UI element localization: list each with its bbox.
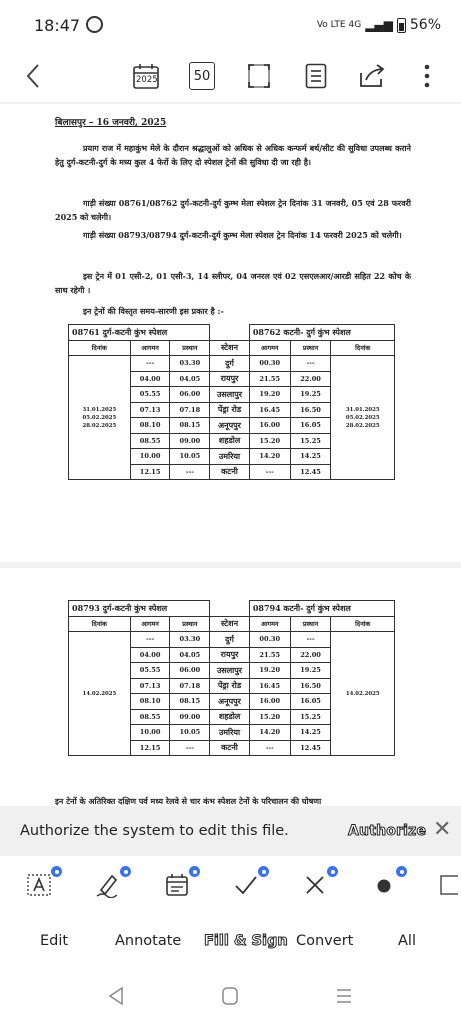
dates-cell xyxy=(331,632,395,756)
station-cell: उमरिया xyxy=(210,449,250,465)
fill-sign-toolbar xyxy=(0,856,461,914)
departure-cell: 07.18 xyxy=(170,678,210,694)
arrival-cell: 16.45 xyxy=(249,678,290,694)
date-value: 14.02.2025 xyxy=(345,690,380,697)
arrival-cell: 08.55 xyxy=(130,433,170,449)
arrival-cell: 00.30 xyxy=(249,356,290,372)
station-cell: अनूपपुर xyxy=(210,694,250,710)
departure-cell: 07.18 xyxy=(170,402,210,418)
departure-cell: 09.00 xyxy=(170,433,210,449)
nav-recents-icon[interactable] xyxy=(335,988,353,1008)
dates-cell xyxy=(69,356,131,480)
arrival-cell: 08.55 xyxy=(130,709,170,725)
station-cell: शहडोल xyxy=(210,433,250,449)
departure-cell: 03.30 xyxy=(170,356,210,372)
station-cell: उसलापुर xyxy=(210,663,250,679)
col-header: दिनांक xyxy=(331,340,395,356)
date-value: 14.02.2025 xyxy=(82,690,117,697)
arrival-cell: 16.00 xyxy=(249,418,290,434)
station-cell: रायपुर xyxy=(210,371,250,387)
nav-home-icon[interactable] xyxy=(221,986,239,1010)
nav-back-icon[interactable] xyxy=(107,986,125,1010)
departure-cell: 19.25 xyxy=(290,387,331,403)
top-toolbar xyxy=(0,52,461,102)
arrival-cell: --- xyxy=(249,740,290,756)
status-indicators xyxy=(317,17,441,33)
signal-icon: ▂▄▆ xyxy=(365,18,393,32)
departure-cell: --- xyxy=(290,356,331,372)
arrival-cell: 16.00 xyxy=(249,694,290,710)
document-page-2 xyxy=(0,568,461,806)
battery-icon xyxy=(397,18,406,33)
col-header: आगमन xyxy=(249,340,290,356)
table-title-right: 08794 कटनी- दुर्ग कुंभ स्पेशल xyxy=(249,601,394,617)
departure-cell: --- xyxy=(290,632,331,648)
dates-cell xyxy=(69,632,131,756)
paragraph: गाड़ी संख्या 08793/08794 दुर्ग-कटनी-दुर्ग कुम्भ मेला स्पेशल ट्रेन दिनांक 14 फरवरी 2025 को चलेगी। xyxy=(83,230,402,240)
network-label: Vo LTE 4G xyxy=(316,20,362,30)
col-header: प्रस्थान xyxy=(170,340,210,356)
arrival-cell: 15.20 xyxy=(249,433,290,449)
station-cell: पेंड्रा रोड xyxy=(210,678,250,694)
station-cell: उसलापुर xyxy=(210,387,250,403)
departure-cell: 10.05 xyxy=(170,725,210,741)
departure-cell: 12.45 xyxy=(290,740,331,756)
close-icon[interactable]: ✕ xyxy=(433,817,452,842)
paragraph: इन ट्रेनों की विस्तृत समय-सारणी इस प्रकार है :- xyxy=(83,306,224,316)
departure-cell: 14.25 xyxy=(290,725,331,741)
document-view-icon[interactable] xyxy=(304,62,328,90)
arrival-cell: 00.30 xyxy=(249,632,290,648)
rectangle-icon[interactable] xyxy=(438,870,458,900)
arrival-cell: 16.45 xyxy=(249,402,290,418)
tab-edit[interactable]: Edit xyxy=(40,933,69,949)
station-cell: शहडोल xyxy=(210,709,250,725)
table-title-left: 08793 दुर्ग-कटनी कुंभ स्पेशल xyxy=(69,601,210,617)
arrival-cell: 19.20 xyxy=(249,387,290,403)
arrival-cell: 04.00 xyxy=(130,647,170,663)
text-box-icon[interactable] xyxy=(24,870,54,900)
arrival-cell: --- xyxy=(130,356,170,372)
date-value: 31.01.2025 xyxy=(345,406,380,413)
timetable xyxy=(68,600,395,756)
date-value: 28.02.2025 xyxy=(345,422,380,429)
arrival-cell: 08.10 xyxy=(130,694,170,710)
table-title-left: 08761 दुर्ग-कटनी कुंभ स्पेशल xyxy=(69,325,210,341)
arrival-cell: 07.13 xyxy=(130,678,170,694)
calendar-button[interactable] xyxy=(132,62,160,90)
arrival-cell: 10.00 xyxy=(130,725,170,741)
departure-cell: 14.25 xyxy=(290,449,331,465)
table-title-right: 08762 कटनी- दुर्ग कुंभ स्पेशल xyxy=(249,325,394,341)
paragraph: प्रयाग राज में महाकुंभ मेले के दौरान श्रद्धालुओं को अधिक से अधिक कन्फर्म बर्थ/सीट की सुविधा उपलब्ध कराने हेतु दुर्ग-कटनी-दुर्ग के मध्य कुल 4 फेरों के लिए दो स्पेशल ट्रेनों की सुविधा दी जा रही है। xyxy=(55,143,411,167)
col-header: प्रस्थान xyxy=(290,616,331,632)
departure-cell: 16.50 xyxy=(290,402,331,418)
status-bar xyxy=(0,0,461,52)
page-count-button[interactable] xyxy=(189,62,215,90)
station-cell: दुर्ग xyxy=(210,356,250,372)
date-value: 05.02.2025 xyxy=(345,414,380,421)
departure-cell: 04.05 xyxy=(170,647,210,663)
arrival-cell: 05.55 xyxy=(130,663,170,679)
date-value: 05.02.2025 xyxy=(82,414,117,421)
paragraph: इन टेनों के अतिरिक्त दक्षिण पर्व मध्य रेलवे से चार कंभ स्पेशल टेनों के परिचालन की घोषणा xyxy=(55,796,322,806)
departure-cell: 15.25 xyxy=(290,709,331,725)
departure-cell: 03.30 xyxy=(170,632,210,648)
station-cell: कटनी xyxy=(210,740,250,756)
document-page-1 xyxy=(0,104,461,562)
station-cell: दुर्ग xyxy=(210,632,250,648)
col-header: प्रस्थान xyxy=(290,340,331,356)
arrival-cell: 05.55 xyxy=(130,387,170,403)
station-cell: कटनी xyxy=(210,464,250,480)
tab-convert[interactable]: Convert xyxy=(296,933,354,949)
departure-cell: 22.00 xyxy=(290,371,331,387)
departure-cell: 19.25 xyxy=(290,663,331,679)
back-icon[interactable] xyxy=(20,62,46,90)
cross-mark-icon[interactable] xyxy=(300,870,330,900)
whatsapp-icon xyxy=(86,16,103,33)
arrival-cell: 04.00 xyxy=(130,371,170,387)
departure-cell: 15.25 xyxy=(290,433,331,449)
col-header: स्टेशन xyxy=(210,340,250,356)
arrival-cell: 12.15 xyxy=(130,464,170,480)
signature-pen-icon[interactable] xyxy=(93,870,123,900)
status-time: 18:47 xyxy=(34,16,81,35)
col-header: दिनांक xyxy=(331,616,395,632)
station-cell: रायपुर xyxy=(210,647,250,663)
departure-cell: 08.15 xyxy=(170,418,210,434)
departure-cell: --- xyxy=(170,464,210,480)
departure-cell: 16.50 xyxy=(290,678,331,694)
tab-fill-sign[interactable]: Fill & Sign xyxy=(204,933,288,949)
departure-cell: 12.45 xyxy=(290,464,331,480)
departure-cell: --- xyxy=(170,740,210,756)
station-cell: पेंड्रा रोड xyxy=(210,402,250,418)
system-nav-bar xyxy=(0,970,461,1024)
arrival-cell: 15.20 xyxy=(249,709,290,725)
arrival-cell: 12.15 xyxy=(130,740,170,756)
date-line: बिलासपुर – 16 जनवरी, 2025 xyxy=(55,118,167,128)
paragraph: गाड़ी संख्या 08761/08762 दुर्ग-कटनी-दुर्ग कुम्भ मेला स्पेशल ट्रेन दिनांक 31 जनवरी, 05 एवं 28 फरवरी 2025 को चलेगी। xyxy=(55,198,411,222)
authorize-banner xyxy=(0,806,461,856)
share-icon[interactable] xyxy=(357,62,387,90)
departure-cell: 08.15 xyxy=(170,694,210,710)
arrival-cell: --- xyxy=(249,464,290,480)
departure-cell: 22.00 xyxy=(290,647,331,663)
tab-annotate[interactable]: Annotate xyxy=(115,933,182,949)
date-value: 28.02.2025 xyxy=(82,422,117,429)
departure-cell: 10.05 xyxy=(170,449,210,465)
bottom-tabs xyxy=(0,914,461,970)
col-header: स्टेशन xyxy=(210,616,250,632)
fullscreen-icon[interactable] xyxy=(246,62,272,90)
col-header: दिनांक xyxy=(69,616,131,632)
arrival-cell: 07.13 xyxy=(130,402,170,418)
arrival-cell: 21.55 xyxy=(249,371,290,387)
departure-cell: 16.05 xyxy=(290,418,331,434)
date-form-icon[interactable] xyxy=(162,870,192,900)
arrival-cell: 21.55 xyxy=(249,647,290,663)
authorize-button[interactable]: Authorize xyxy=(348,823,427,839)
page-number: 50 xyxy=(193,68,211,84)
paragraph: इस ट्रेन में 01 एसी-2, 01 एसी-3, 14 स्लीपर, 04 जनरल एवं 02 एसएलआर/आरडी सहित 22 कोच के साथ रहेगी । xyxy=(55,271,411,295)
arrival-cell: 14.20 xyxy=(249,449,290,465)
departure-cell: 06.00 xyxy=(170,387,210,403)
station-cell: उमरिया xyxy=(210,725,250,741)
station-cell: अनूपपुर xyxy=(210,418,250,434)
battery-percent: 56% xyxy=(409,17,441,33)
departure-cell: 16.05 xyxy=(290,694,331,710)
col-header: दिनांक xyxy=(69,340,131,356)
col-header: आगमन xyxy=(130,340,170,356)
calendar-year: 2025 xyxy=(136,75,158,85)
arrival-cell: 19.20 xyxy=(249,663,290,679)
check-mark-icon[interactable] xyxy=(231,870,261,900)
arrival-cell: 14.20 xyxy=(249,725,290,741)
arrival-cell: 10.00 xyxy=(130,449,170,465)
tab-all[interactable]: All xyxy=(398,933,416,949)
departure-cell: 06.00 xyxy=(170,663,210,679)
arrival-cell: --- xyxy=(130,632,170,648)
authorize-message: Authorize the system to edit this file. xyxy=(20,823,289,839)
departure-cell: 04.05 xyxy=(170,371,210,387)
col-header: आगमन xyxy=(130,616,170,632)
departure-cell: 09.00 xyxy=(170,709,210,725)
col-header: प्रस्थान xyxy=(170,616,210,632)
col-header: आगमन xyxy=(249,616,290,632)
dates-cell xyxy=(331,356,395,480)
dot-icon[interactable] xyxy=(369,870,399,900)
timetable xyxy=(68,324,395,480)
date-value: 31.01.2025 xyxy=(82,406,117,413)
more-options-icon[interactable] xyxy=(420,62,434,90)
document-viewer[interactable] xyxy=(0,102,461,806)
arrival-cell: 08.10 xyxy=(130,418,170,434)
